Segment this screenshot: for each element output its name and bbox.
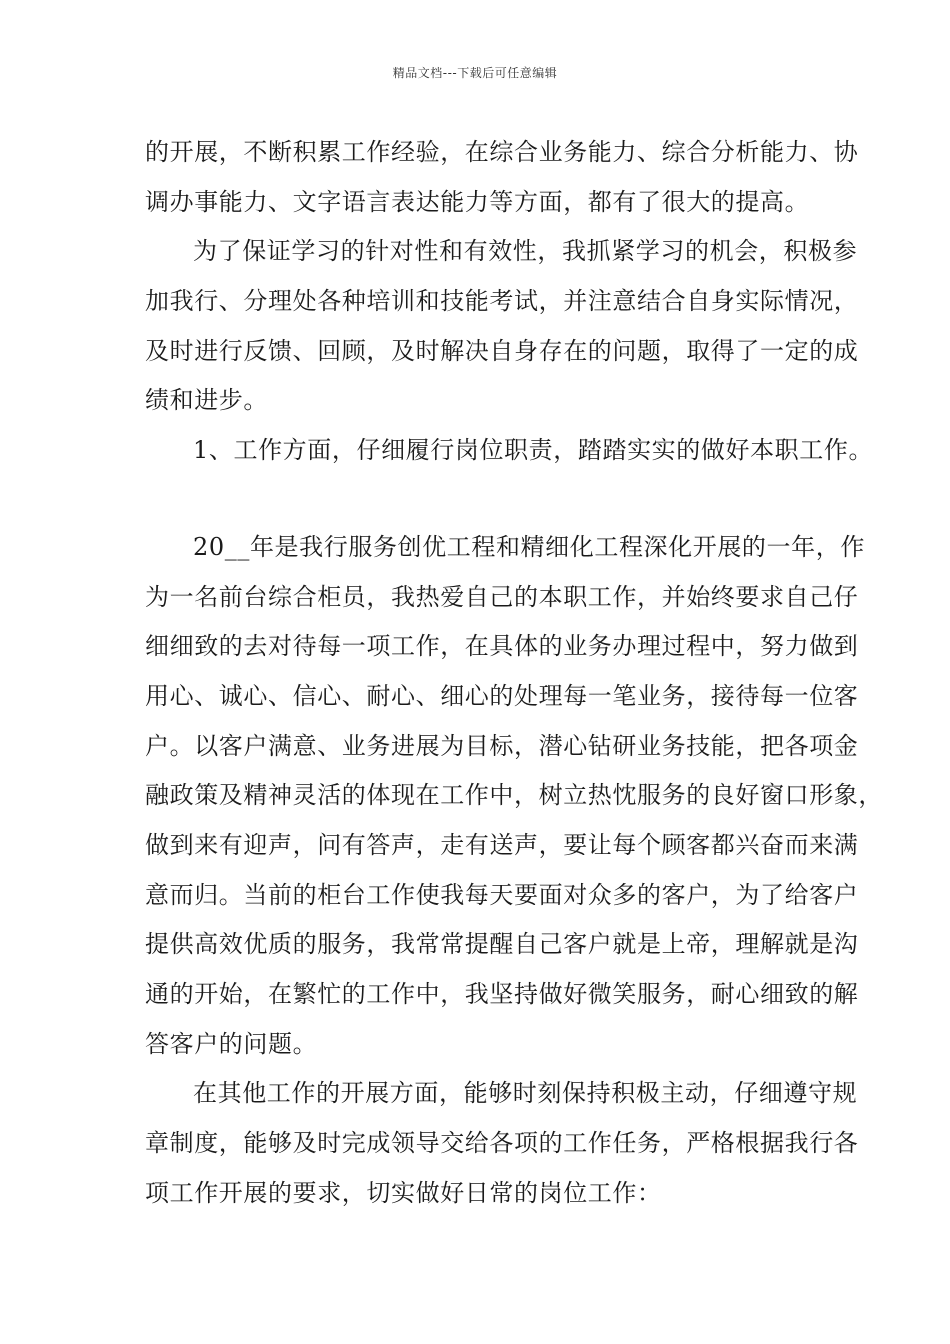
text-line: 做到来有迎声，问有答声，走有送声，要让每个顾客都兴奋而来满 bbox=[145, 830, 859, 859]
text-line: 户。以客户满意、业务进展为目标，潜心钻研业务技能，把各项金 bbox=[145, 731, 859, 760]
paragraph-continuation bbox=[145, 128, 859, 227]
text-line: 项工作开展的要求，切实做好日常的岗位工作： bbox=[145, 1178, 662, 1207]
text-line: 通的开始，在繁忙的工作中，我坚持做好微笑服务，耐心细致的解 bbox=[145, 980, 859, 1008]
paragraph-service bbox=[145, 523, 883, 1070]
text-line: 融政策及精神灵活的体现在工作中，树立热忱服务的良好窗口形象， bbox=[145, 781, 883, 810]
text-line: 为一名前台综合柜员，我热爱自己的本职工作，并始终要求自己仔 bbox=[145, 582, 859, 611]
paragraph-other-work bbox=[145, 1069, 859, 1218]
text-line: 用心、诚心、信心、耐心、细心的处理每一笔业务，接待每一位客 bbox=[145, 681, 859, 710]
text-line: 在其他工作的开展方面，能够时刻保持积极主动，仔细遵守规 bbox=[193, 1079, 858, 1108]
text-line: 提供高效优质的服务，我常常提醒自己客户就是上帝，理解就是沟 bbox=[145, 930, 859, 959]
text-line: 1、工作方面，仔细履行岗位职责，踏踏实实的做好本职工作。 bbox=[193, 436, 874, 465]
blank-gap bbox=[145, 476, 805, 523]
paragraph-study bbox=[145, 227, 859, 426]
text-line: 为了保证学习的针对性和有效性，我抓紧学习的机会，积极参 bbox=[193, 237, 858, 266]
text-line: 及时进行反馈、回顾，及时解决自身存在的问题，取得了一定的成 bbox=[145, 336, 859, 365]
text-line: 的开展，不断积累工作经验，在综合业务能力、综合分析能力、协 bbox=[145, 138, 859, 166]
text-line: 绩和进步。 bbox=[145, 386, 268, 415]
text-line: 加我行、分理处各种培训和技能考试，并注意结合自身实际情况， bbox=[145, 287, 859, 316]
paragraph-work-heading bbox=[145, 426, 874, 476]
text-line: 细细致的去对待每一项工作，在具体的业务办理过程中，努力做到 bbox=[145, 632, 859, 661]
document-body bbox=[145, 128, 883, 1218]
text-line: 意而归。当前的柜台工作使我每天要面对众多的客户，为了给客户 bbox=[145, 880, 859, 909]
text-line: 答客户的问题。 bbox=[145, 1029, 318, 1058]
text-line: 章制度，能够及时完成领导交给各项的工作任务，严格根据我行各 bbox=[145, 1129, 859, 1158]
text-line: 20__年是我行服务创优工程和精细化工程深化开展的一年，作 bbox=[193, 532, 865, 561]
text-line: 调办事能力、文字语言表达能力等方面，都有了很大的提高。 bbox=[145, 187, 810, 216]
page-header: 精品文档---下载后可任意编辑 bbox=[392, 66, 558, 80]
